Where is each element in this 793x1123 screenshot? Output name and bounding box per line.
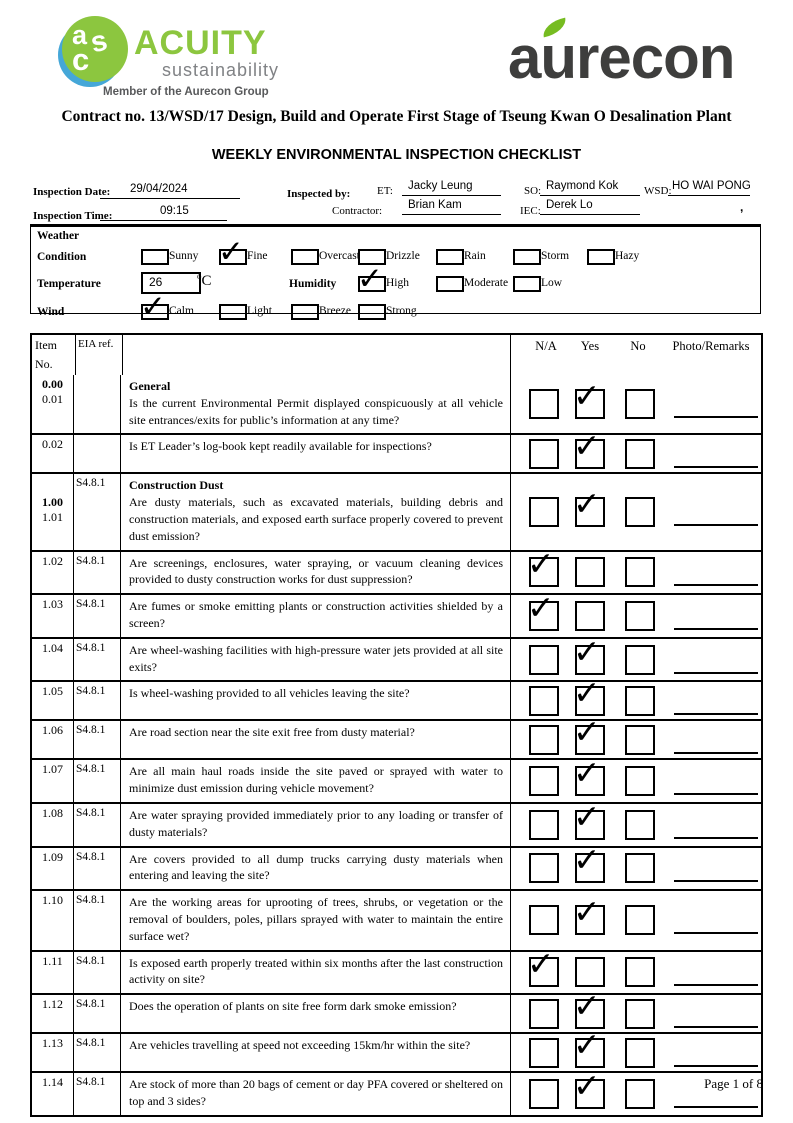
- item-no-cell: [32, 375, 74, 433]
- item-no-cell: [32, 474, 74, 549]
- remarks-line[interactable]: [674, 1026, 758, 1028]
- na-checkbox[interactable]: [529, 853, 559, 883]
- table-row: [32, 796, 761, 846]
- yes-checkbox[interactable]: [573, 483, 605, 527]
- question-text: Are covers provided to all dump trucks carrying dusty materials when entering and leaving the site?: [129, 851, 503, 883]
- inspection-time-label: Inspection Time:: [33, 210, 113, 222]
- answer-cell: [511, 474, 761, 549]
- check-mark-icon: ✓: [527, 544, 555, 584]
- no-checkbox[interactable]: [625, 601, 655, 631]
- no-checkbox[interactable]: [625, 810, 655, 840]
- eia-ref-cell: S4.8.1: [74, 1034, 121, 1071]
- weather-condition-option: [141, 249, 198, 267]
- answer-cell: [511, 711, 761, 758]
- remarks-line[interactable]: [674, 466, 758, 468]
- celsius-letter: C: [201, 273, 212, 289]
- weather-option-label: Light: [247, 305, 272, 317]
- breeze-checkbox[interactable]: [291, 304, 319, 320]
- header-photo-remarks: Photo/Remarks: [672, 339, 750, 353]
- remarks-line[interactable]: [674, 793, 758, 795]
- question-cell: [121, 375, 511, 433]
- weather-option-label: Calm: [169, 305, 194, 317]
- answer-cell: [511, 631, 761, 681]
- weather-option-label: High: [386, 277, 409, 289]
- storm-checkbox[interactable]: [513, 249, 541, 265]
- header-na: N/A: [535, 339, 557, 353]
- check-mark-icon: ✓: [573, 483, 601, 523]
- answer-cell: [511, 891, 761, 949]
- eia-ref-cell: S4.8.1: [74, 1073, 121, 1115]
- question-text: Is ET Leader’s log-book kept readily available for inspections?: [129, 439, 432, 454]
- weather-humidity-option: [513, 276, 562, 294]
- item-no: 1.02: [42, 553, 63, 568]
- item-no-cell: [32, 721, 74, 758]
- weather-condition-option: [436, 249, 486, 267]
- weather-humidity-option: [436, 276, 508, 294]
- eia-ref-cell: S4.8.1: [74, 595, 121, 637]
- weather-condition-option: [587, 249, 639, 267]
- na-checkbox[interactable]: [527, 587, 559, 631]
- check-mark-icon: ✓: [527, 587, 555, 627]
- wsd-value[interactable]: HO WAI PONG: [672, 180, 751, 192]
- item-no-cell: [32, 595, 74, 637]
- check-mark-icon: ✓: [573, 985, 601, 1025]
- acuity-tagline: sustainability: [162, 60, 280, 80]
- eia-ref-cell: S4.8.1: [74, 804, 121, 846]
- overcast-checkbox[interactable]: [291, 249, 319, 265]
- eia-ref-cell: [74, 375, 121, 433]
- iec-label: IEC:: [520, 205, 541, 217]
- check-mark-icon: ✓: [573, 753, 601, 793]
- eia-ref-cell: S4.8.1: [74, 891, 121, 949]
- question-text: Are screenings, enclosures, water spraying, or vacuum cleaning devices provided to dusty construction works for dust suppression?: [129, 555, 503, 587]
- check-mark-icon: ✓: [573, 1024, 601, 1064]
- no-checkbox[interactable]: [625, 1079, 655, 1109]
- iec-value[interactable]: Derek Lo: [546, 199, 593, 211]
- na-checkbox[interactable]: [527, 544, 559, 587]
- table-row: [32, 1024, 761, 1071]
- table-row: [32, 985, 761, 1032]
- weather-option-label: Moderate: [464, 277, 509, 289]
- yes-checkbox[interactable]: [573, 1024, 605, 1068]
- humidity-label: Humidity: [289, 278, 337, 290]
- question-cell: [121, 1073, 511, 1115]
- fine-checkbox[interactable]: [218, 234, 247, 270]
- na-checkbox[interactable]: [529, 686, 559, 716]
- na-checkbox[interactable]: [529, 999, 559, 1029]
- check-mark-icon: ✓: [573, 631, 601, 671]
- item-no-cell: [32, 848, 74, 890]
- yes-checkbox[interactable]: [575, 601, 605, 631]
- weather-condition-option: [218, 234, 268, 270]
- item-no: 0.02: [42, 437, 63, 452]
- sunny-checkbox[interactable]: [141, 249, 169, 265]
- question-cell: [121, 474, 511, 549]
- item-no-cell: [32, 1073, 74, 1115]
- answer-cell: [511, 1024, 761, 1071]
- wind-label: Wind: [37, 306, 65, 318]
- weather-option-label: Fine: [247, 250, 268, 262]
- yes-checkbox[interactable]: [573, 425, 605, 469]
- moderate-checkbox[interactable]: [436, 276, 464, 292]
- no-checkbox[interactable]: [625, 686, 655, 716]
- so-value[interactable]: Raymond Kok: [546, 180, 619, 192]
- item-no: 1.07: [42, 762, 63, 777]
- na-checkbox[interactable]: [529, 766, 559, 796]
- check-mark-icon: ✓: [218, 234, 244, 270]
- item-no: 1.13: [42, 1036, 63, 1051]
- remarks-line[interactable]: [674, 524, 758, 526]
- no-checkbox[interactable]: [625, 497, 655, 527]
- section-title: General: [129, 379, 171, 393]
- item-no-cell: [32, 804, 74, 846]
- et-value[interactable]: Jacky Leung: [408, 180, 473, 192]
- table-row: [32, 672, 761, 719]
- check-mark-icon: ✓: [573, 892, 601, 932]
- header-no: No.: [35, 357, 53, 371]
- eia-ref-cell: S4.8.1: [74, 474, 121, 549]
- weather-humidity-option: [357, 261, 409, 297]
- header-question: [123, 335, 511, 375]
- question-cell: [121, 804, 511, 846]
- question-cell: [121, 760, 511, 802]
- rain-checkbox[interactable]: [436, 249, 464, 265]
- header-no-col: No: [630, 339, 646, 353]
- temperature-field[interactable]: 26: [141, 272, 201, 294]
- table-row: [32, 375, 761, 433]
- na-checkbox[interactable]: [529, 725, 559, 755]
- answer-cell: [511, 796, 761, 846]
- no-checkbox[interactable]: [625, 645, 655, 675]
- header-eia-ref: EIA ref.: [76, 335, 123, 375]
- yes-checkbox[interactable]: [573, 376, 605, 419]
- answer-cell: [511, 672, 761, 719]
- item-no-cell: [32, 1034, 74, 1071]
- acuity-logo: [58, 14, 328, 104]
- item-no: 1.12: [42, 997, 63, 1012]
- acuity-member-text: Member of the Aurecon Group: [103, 86, 269, 98]
- header-item: Item: [35, 338, 57, 352]
- check-mark-icon: ✓: [140, 289, 166, 325]
- table-row: [32, 944, 761, 994]
- no-checkbox[interactable]: [625, 725, 655, 755]
- wsd-label: WSD:: [644, 185, 672, 197]
- no-checkbox[interactable]: [625, 389, 655, 419]
- eia-ref-cell: S4.8.1: [74, 721, 121, 758]
- aurecon-wordmark: aurecon: [508, 24, 735, 91]
- eia-ref-cell: S4.8.1: [74, 952, 121, 994]
- table-row: [32, 425, 761, 472]
- yes-checkbox[interactable]: [575, 957, 605, 987]
- question-text: Are stock of more than 20 bags of cement or day PFA covered or sheltered on top and 3 sides?: [129, 1077, 503, 1108]
- inspection-date-label: Inspection Date:: [33, 186, 111, 198]
- question-cell: [121, 1034, 511, 1071]
- yes-checkbox[interactable]: [573, 1065, 605, 1109]
- header-answers: [511, 335, 761, 375]
- item-no: 1.09: [42, 849, 63, 864]
- table-row: [32, 840, 761, 890]
- item-no-cell: [32, 552, 74, 594]
- page-title: WEEKLY ENVIRONMENTAL INSPECTION CHECKLIST: [211, 147, 582, 163]
- question-cell: [121, 995, 511, 1032]
- remarks-line[interactable]: [674, 837, 758, 839]
- item-no-cell: [32, 682, 74, 719]
- weather-title: Weather: [37, 230, 80, 242]
- na-checkbox[interactable]: [527, 944, 559, 987]
- table-row: [32, 753, 761, 802]
- question-text: Are dusty materials, such as excavated materials, building debris and construction materials, and exposed earth surface properly covered to prevent dust emission?: [129, 495, 503, 543]
- question-cell: [121, 682, 511, 719]
- check-mark-icon: ✓: [527, 944, 555, 984]
- inspection-date-value[interactable]: 29/04/2024: [130, 183, 188, 195]
- low-checkbox[interactable]: [513, 276, 541, 292]
- table-row: [32, 711, 761, 758]
- weather-wind-option: [219, 304, 272, 322]
- check-mark-icon: ✓: [573, 711, 601, 751]
- remarks-line[interactable]: [674, 752, 758, 754]
- question-text: Is the current Environmental Permit displayed conspicuously at all vehicle site entrances/exits for public’s information at any time?: [129, 395, 503, 427]
- high-checkbox[interactable]: [357, 261, 386, 297]
- na-checkbox[interactable]: [529, 1079, 559, 1109]
- remarks-line[interactable]: [674, 880, 758, 882]
- answer-cell: [511, 587, 761, 637]
- weather-option-label: Overcast: [319, 250, 360, 262]
- section-title: Construction Dust: [129, 478, 224, 493]
- check-mark-icon: ✓: [573, 1065, 601, 1105]
- no-checkbox[interactable]: [625, 1038, 655, 1068]
- item-no: 0.00: [42, 377, 63, 391]
- acuity-wordmark: ACUITY: [134, 24, 267, 62]
- item-no-cell: [32, 760, 74, 802]
- check-mark-icon: ✓: [357, 261, 383, 297]
- table-row: [32, 472, 761, 549]
- checklist-table: [30, 333, 763, 1117]
- temperature-label: Temperature: [37, 278, 101, 290]
- page-number: Page 1 of 8: [704, 1076, 763, 1091]
- inspection-time-value[interactable]: 09:15: [160, 205, 189, 217]
- weather-wind-option: [140, 289, 194, 325]
- degree-symbol: o: [197, 271, 202, 281]
- yes-checkbox[interactable]: [573, 892, 605, 935]
- acuity-monogram-s: s: [87, 24, 111, 60]
- check-mark-icon: ✓: [573, 672, 601, 712]
- weather-option-label: Storm: [541, 250, 570, 262]
- yes-checkbox[interactable]: [573, 840, 605, 883]
- table-row: [32, 544, 761, 594]
- header-yes: Yes: [580, 339, 600, 353]
- na-checkbox[interactable]: [529, 389, 559, 419]
- weather-condition-option: [291, 249, 360, 267]
- table-row: [32, 587, 761, 637]
- eia-ref-cell: S4.8.1: [74, 552, 121, 594]
- eia-ref-cell: S4.8.1: [74, 682, 121, 719]
- acuity-monogram-c: c: [72, 42, 90, 77]
- calm-checkbox[interactable]: [140, 289, 169, 325]
- check-mark-icon: ✓: [573, 840, 601, 880]
- weather-option-label: Hazy: [615, 250, 640, 262]
- yes-checkbox[interactable]: [573, 631, 605, 675]
- question-text: Are fumes or smoke emitting plants or construction activities shielded by a screen?: [129, 599, 503, 630]
- checklist-rows: [32, 375, 761, 1115]
- remarks-line[interactable]: [674, 1065, 758, 1067]
- question-text: Are vehicles travelling at speed not exceeding 15km/hr within the site?: [129, 1038, 471, 1053]
- question-cell: [121, 639, 511, 681]
- so-label: SO:: [524, 185, 542, 197]
- check-mark-icon: ✓: [573, 425, 601, 465]
- weather-condition-option: [513, 249, 569, 267]
- item-no-cell: [32, 639, 74, 681]
- yes-checkbox[interactable]: [573, 711, 605, 755]
- remarks-line[interactable]: [674, 984, 758, 986]
- item-no: 1.10: [42, 893, 63, 908]
- check-mark-icon: ✓: [573, 796, 601, 836]
- no-checkbox[interactable]: [625, 853, 655, 883]
- et-label: ET:: [377, 185, 393, 197]
- no-checkbox[interactable]: [625, 905, 655, 935]
- answer-cell: [511, 840, 761, 890]
- remarks-line[interactable]: [674, 628, 758, 630]
- contract-title: Contract no. 13/WSD/17 Design, Build and Operate First Stage of Tseung Kwan O Desalination Plant: [61, 108, 732, 125]
- remarks-line[interactable]: [674, 416, 758, 418]
- weather-option-label: Strong: [386, 305, 417, 317]
- hazy-checkbox[interactable]: [587, 249, 615, 265]
- eia-ref-cell: S4.8.1: [74, 760, 121, 802]
- answer-cell: [511, 753, 761, 802]
- answer-cell: [511, 425, 761, 472]
- weather-option-label: Low: [541, 277, 563, 289]
- question-cell: [121, 891, 511, 949]
- answer-cell: [511, 985, 761, 1032]
- na-checkbox[interactable]: [529, 497, 559, 527]
- table-header-row: [32, 335, 761, 375]
- question-text: Are the working areas for uprooting of trees, shrubs, or vegetation or the removal of boulders, poles, pillars sprayed with water to maintain the entire surface wet?: [129, 895, 503, 943]
- condition-label: Condition: [37, 251, 87, 263]
- eia-ref-cell: S4.8.1: [74, 848, 121, 890]
- no-checkbox[interactable]: [625, 557, 655, 587]
- question-text: Are all main haul roads inside the site paved or sprayed with water to minimize dust emission during vehicle movement?: [129, 764, 503, 796]
- weather-option-label: Breeze: [319, 305, 351, 317]
- temperature-unit: [197, 271, 212, 290]
- question-text: Does the operation of plants on site free form dark smoke emission?: [129, 999, 457, 1014]
- yes-checkbox[interactable]: [573, 753, 605, 796]
- question-cell: [121, 595, 511, 637]
- item-no: 1.04: [42, 640, 63, 655]
- no-checkbox[interactable]: [625, 766, 655, 796]
- item-no: 1.00: [42, 495, 63, 510]
- light-checkbox[interactable]: [219, 304, 247, 320]
- weather-section: [30, 224, 761, 325]
- item-no: 1.08: [42, 805, 63, 820]
- weather-option-label: Drizzle: [386, 250, 420, 262]
- table-row: [32, 1065, 761, 1115]
- remarks-line[interactable]: [674, 672, 758, 674]
- no-checkbox[interactable]: [625, 957, 655, 987]
- question-cell: [121, 552, 511, 594]
- eia-ref-cell: S4.8.1: [74, 995, 121, 1032]
- item-no: 1.01: [42, 510, 63, 525]
- item-no: 1.06: [42, 723, 63, 738]
- item-no-cell: [32, 435, 74, 472]
- yes-checkbox[interactable]: [573, 796, 605, 840]
- acuity-monogram-a: a: [72, 20, 88, 50]
- item-no-cell: [32, 995, 74, 1032]
- na-checkbox[interactable]: [529, 1038, 559, 1068]
- na-checkbox[interactable]: [529, 645, 559, 675]
- remarks-line[interactable]: [674, 584, 758, 586]
- remarks-line[interactable]: [674, 1106, 758, 1108]
- header-item-no: [32, 335, 76, 375]
- na-checkbox[interactable]: [529, 905, 559, 935]
- question-text: Is wheel-washing provided to all vehicles leaving the site?: [129, 686, 410, 701]
- na-checkbox[interactable]: [529, 439, 559, 469]
- check-mark-icon: ✓: [573, 376, 601, 416]
- na-checkbox[interactable]: [529, 810, 559, 840]
- question-text: Are wheel-washing facilities with high-pressure water jets provided at all site exits?: [129, 642, 503, 674]
- weather-option-label: Sunny: [169, 250, 199, 262]
- item-no: 1.05: [42, 684, 63, 699]
- contractor-value[interactable]: Brian Kam: [408, 199, 462, 211]
- item-no: 0.01: [42, 392, 63, 406]
- contractor-label: Contractor:: [332, 205, 383, 217]
- question-text: Is exposed earth properly treated within six months after the last construction activity on site?: [129, 955, 503, 987]
- item-no: 1.14: [42, 1075, 63, 1090]
- yes-checkbox[interactable]: [575, 557, 605, 587]
- item-no: 1.03: [42, 597, 63, 612]
- question-cell: [121, 435, 511, 472]
- question-cell: [121, 721, 511, 758]
- weather-wind-option: [291, 304, 351, 322]
- remarks-line[interactable]: [674, 932, 758, 934]
- eia-ref-cell: [74, 435, 121, 472]
- question-text: Are road section near the site exit free from dusty material?: [129, 725, 415, 740]
- stray-mark: ,: [740, 200, 744, 214]
- strong-checkbox[interactable]: [358, 304, 386, 320]
- weather-option-label: Rain: [464, 250, 486, 262]
- weather-wind-option: [358, 304, 417, 322]
- item-no: 1.11: [42, 953, 63, 968]
- question-cell: [121, 848, 511, 890]
- answer-cell: [511, 375, 761, 433]
- eia-ref-cell: S4.8.1: [74, 639, 121, 681]
- table-row: [32, 631, 761, 681]
- inspected-by-label: Inspected by:: [287, 188, 351, 200]
- question-text: Are water spraying provided immediately prior to any loading or transfer of dusty materials?: [129, 807, 503, 839]
- aurecon-logo: [508, 20, 773, 92]
- no-checkbox[interactable]: [625, 439, 655, 469]
- answer-cell: [511, 544, 761, 594]
- remarks-line[interactable]: [674, 713, 758, 715]
- table-row: [32, 889, 761, 949]
- no-checkbox[interactable]: [625, 999, 655, 1029]
- answer-cell: [511, 944, 761, 994]
- item-no-cell: [32, 891, 74, 949]
- item-no-cell: [32, 952, 74, 994]
- question-cell: [121, 952, 511, 994]
